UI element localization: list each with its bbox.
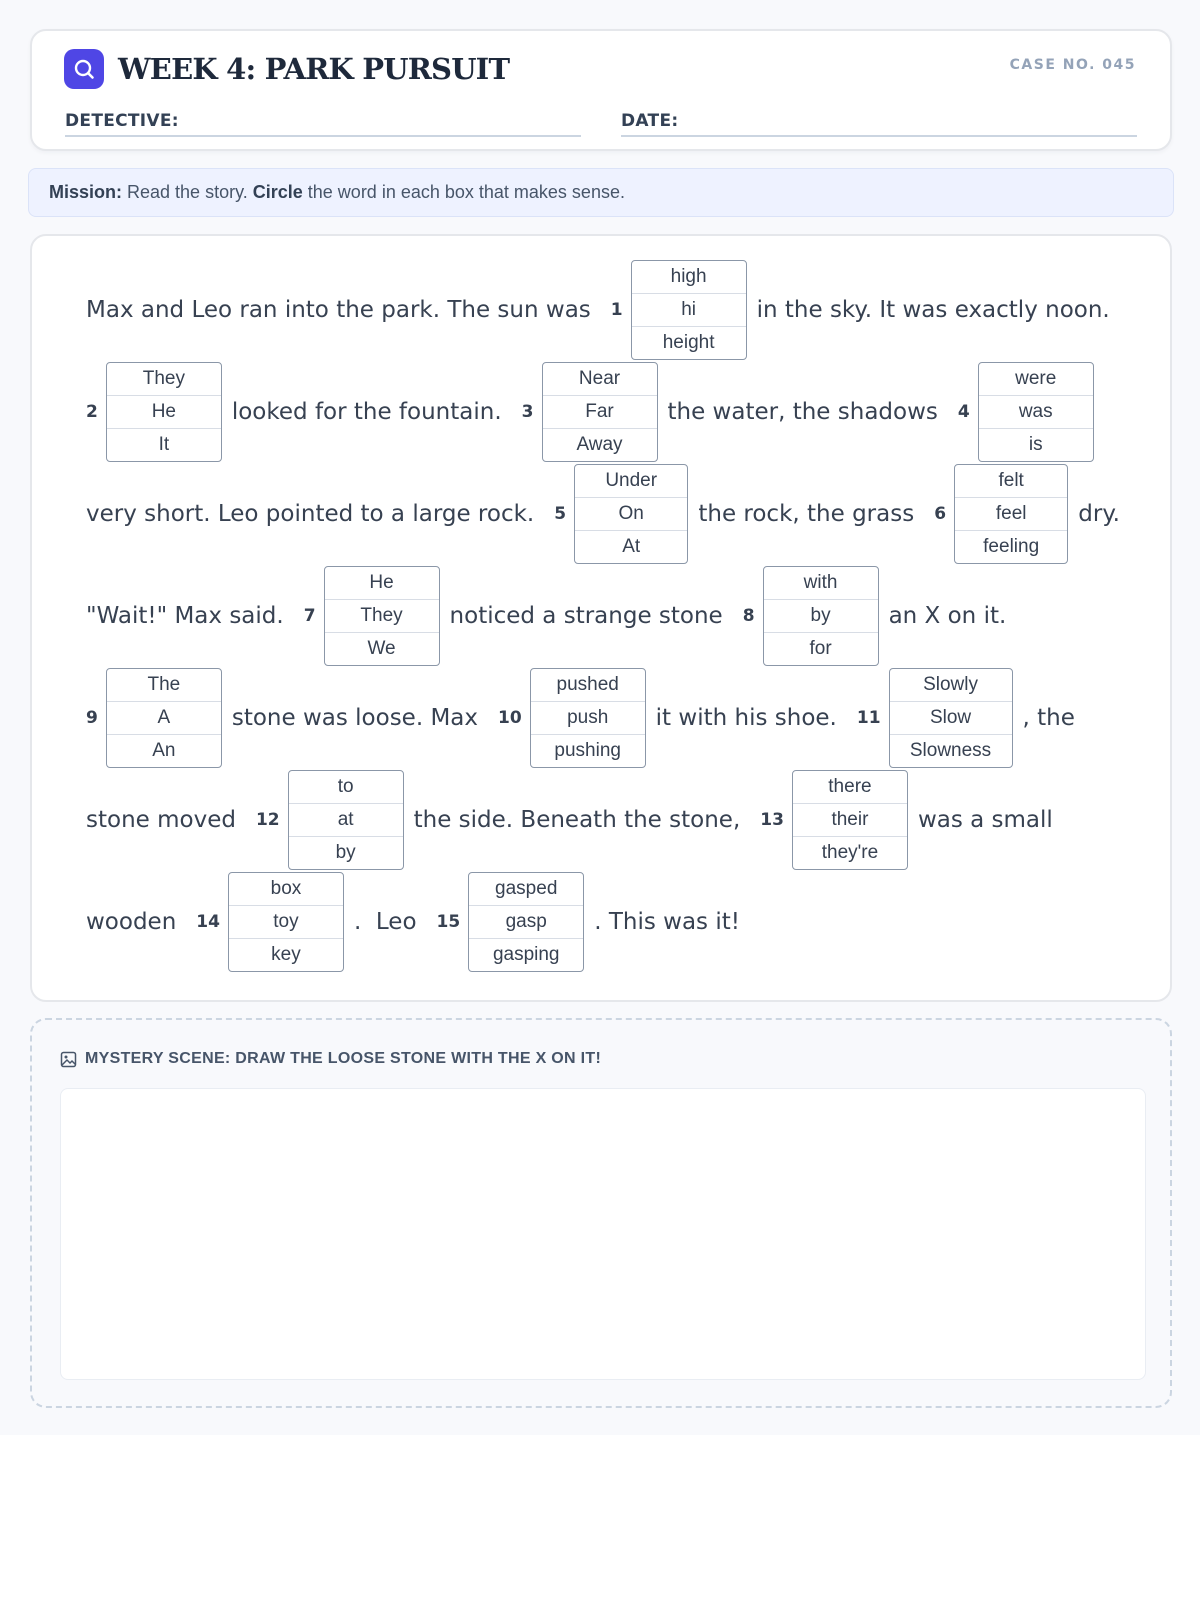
choice-option[interactable]: by [335, 842, 356, 863]
mystery-scene [30, 1018, 1172, 1408]
choice-option[interactable]: Far [543, 396, 657, 429]
story-line [86, 770, 1130, 870]
story-line [86, 260, 1130, 360]
choice-option[interactable]: toy [229, 906, 343, 939]
choice-box-3 [542, 362, 658, 462]
choice-option[interactable]: gasped [469, 873, 583, 906]
mission-bar [28, 168, 1174, 217]
choice-option[interactable]: He [325, 567, 439, 600]
question-number: 11 [856, 708, 881, 728]
story-text: the rock, the grass [698, 501, 915, 527]
question-number: 4 [957, 402, 970, 422]
story-text: stone moved [86, 807, 236, 833]
question-number: 14 [196, 912, 220, 932]
choice-option[interactable]: He [107, 396, 221, 429]
question-number: 12 [255, 810, 280, 830]
mission-circle-word: Circle [252, 182, 303, 202]
search-icon [64, 49, 104, 89]
choice-option[interactable]: An [152, 740, 176, 761]
story-text: "Wait!" Max said. [86, 603, 284, 629]
choice-option[interactable]: push [531, 702, 645, 735]
question-number: 2 [86, 402, 98, 422]
story-line [86, 668, 1130, 768]
story-text: Max and Leo ran into the park. The sun was [86, 297, 591, 323]
choice-option[interactable]: key [271, 944, 301, 965]
choice-option[interactable]: We [367, 638, 396, 659]
choice-option[interactable]: Slow [890, 702, 1012, 735]
choice-option[interactable]: for [809, 638, 832, 659]
choice-option[interactable]: they're [821, 842, 879, 863]
choice-box-6 [954, 464, 1068, 564]
story-text: the water, the shadows [667, 399, 938, 425]
case-number: CASE NO. 045 [1009, 57, 1136, 73]
choice-option[interactable]: there [793, 771, 907, 804]
detective-label: DETECTIVE: [65, 111, 179, 131]
choice-option[interactable]: gasp [469, 906, 583, 939]
page-title: WEEK 4: PARK PURSUIT [118, 52, 510, 86]
scene-label [60, 1050, 601, 1068]
question-number: 6 [934, 504, 947, 524]
question-number: 5 [554, 504, 567, 524]
choice-box-13 [792, 770, 908, 870]
question-number: 8 [742, 606, 755, 626]
worksheet-header [30, 29, 1172, 151]
choice-option[interactable]: At [622, 536, 641, 557]
story-text: , the [1022, 705, 1075, 731]
choice-option[interactable]: Under [575, 465, 687, 498]
choice-option[interactable]: It [158, 434, 170, 455]
story-line [86, 362, 1130, 462]
story-text: stone was loose. Max [231, 705, 478, 731]
choice-box-10 [530, 668, 646, 768]
drawing-area[interactable] [60, 1088, 1146, 1380]
choice-option[interactable]: Near [543, 363, 657, 396]
choice-option[interactable]: box [229, 873, 343, 906]
choice-option[interactable]: On [575, 498, 687, 531]
story-text: . Leo [353, 909, 417, 935]
choice-box-7 [324, 566, 440, 666]
choice-option[interactable]: The [107, 669, 221, 702]
choice-option[interactable]: height [662, 332, 715, 353]
story-text: very short. Leo pointed to a large rock. [86, 501, 535, 527]
story-text: it with his shoe. [655, 705, 837, 731]
story-line [86, 464, 1130, 564]
question-number: 13 [760, 810, 784, 830]
mission-text: Read the story. [122, 182, 253, 202]
story-text: in the sky. It was exactly noon. [756, 297, 1110, 323]
choice-option[interactable]: to [289, 771, 403, 804]
choice-option[interactable]: Away [576, 434, 623, 455]
choice-option[interactable]: They [325, 600, 439, 633]
choice-box-15 [468, 872, 584, 972]
question-number: 9 [86, 708, 98, 728]
story-text: wooden [86, 909, 177, 935]
choice-box-8 [763, 566, 879, 666]
choice-box-5 [574, 464, 688, 564]
choice-option[interactable]: felt [955, 465, 1067, 498]
mission-text-end: the word in each box that makes sense. [302, 182, 625, 202]
image-icon [60, 1051, 77, 1068]
question-number: 10 [498, 708, 522, 728]
choice-option[interactable]: Slowly [890, 669, 1012, 702]
choice-option[interactable]: their [793, 804, 907, 837]
question-number: 3 [521, 402, 534, 422]
choice-box-11 [889, 668, 1013, 768]
choice-option[interactable]: A [107, 702, 221, 735]
story-text: an X on it. [888, 603, 1007, 629]
choice-option[interactable]: pushed [531, 669, 645, 702]
choice-option[interactable]: at [289, 804, 403, 837]
choice-box-12 [288, 770, 404, 870]
mission-label: Mission: [49, 182, 123, 202]
date-label: DATE: [621, 111, 679, 131]
scene-label-text: MYSTERY SCENE: DRAW THE LOOSE STONE WITH THE X ON IT! [85, 1050, 602, 1067]
question-number: 7 [303, 606, 316, 626]
question-number: 15 [436, 912, 461, 932]
story-text: . This was it! [594, 909, 740, 935]
choice-box-14 [228, 872, 344, 972]
question-number: 1 [610, 300, 623, 320]
choice-option[interactable]: was [979, 396, 1093, 429]
choice-option[interactable]: hi [632, 294, 746, 327]
story-text: the side. Beneath the stone, [413, 807, 741, 833]
choice-box-2 [106, 362, 222, 462]
choice-option[interactable]: is [1028, 434, 1043, 455]
choice-box-4 [978, 362, 1094, 462]
choice-option[interactable]: pushing [554, 740, 621, 761]
choice-box-1 [631, 260, 747, 360]
date-field[interactable] [621, 111, 1137, 137]
choice-option[interactable]: high [632, 261, 746, 294]
choice-option[interactable]: feel [955, 498, 1067, 531]
choice-option[interactable]: feeling [983, 536, 1040, 557]
story-line [86, 872, 1130, 972]
story-text: dry. [1078, 501, 1120, 527]
story-line [86, 566, 1130, 666]
story-text: was a small [917, 807, 1053, 833]
story-card [30, 234, 1172, 1002]
choice-option[interactable]: with [764, 567, 878, 600]
choice-box-9 [106, 668, 222, 768]
choice-option[interactable]: gasping [492, 944, 560, 965]
choice-option[interactable]: Slowness [909, 740, 992, 761]
detective-field[interactable] [65, 111, 581, 137]
story-text: noticed a strange stone [449, 603, 723, 629]
choice-option[interactable]: by [764, 600, 878, 633]
choice-option[interactable]: They [107, 363, 221, 396]
story-text: looked for the fountain. [231, 399, 502, 425]
choice-option[interactable]: were [979, 363, 1093, 396]
